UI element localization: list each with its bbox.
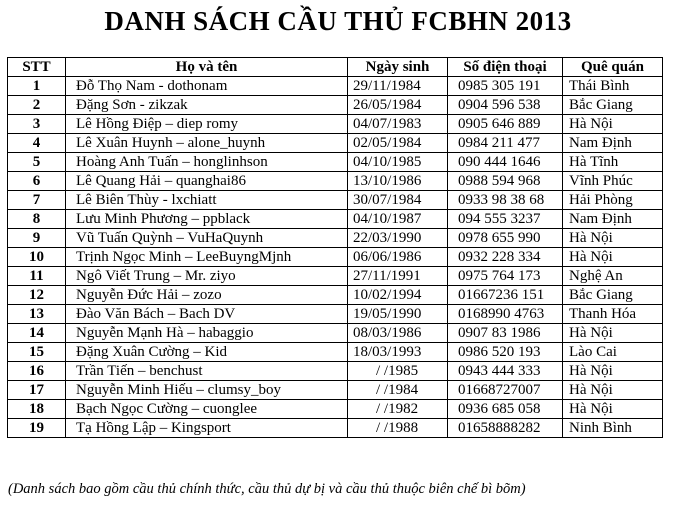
row-hometown: Hà Nội [563,229,663,248]
row-name: Vũ Tuấn Quỳnh – VuHaQuynh [66,229,348,248]
row-phone: 0986 520 193 [448,343,563,362]
row-stt: 1 [8,77,66,96]
row-hometown: Hà Nội [563,324,663,343]
row-phone: 0975 764 173 [448,267,563,286]
row-phone: 01658888282 [448,419,563,438]
page-title: DANH SÁCH CẦU THỦ FCBHN 2013 [104,6,572,36]
row-hometown: Nam Định [563,210,663,229]
header-name: Họ và tên [66,58,348,77]
table-row [8,381,663,400]
row-dob: 26/05/1984 [348,96,448,115]
table-row [8,229,663,248]
row-phone: 0985 305 191 [448,77,563,96]
row-stt: 2 [8,96,66,115]
row-dob: 29/11/1984 [348,77,448,96]
row-stt: 17 [8,381,66,400]
row-stt: 12 [8,286,66,305]
row-dob: 08/03/1986 [348,324,448,343]
row-stt: 16 [8,362,66,381]
table-row [8,267,663,286]
row-name: Đỗ Thọ Nam - dothonam [66,77,348,96]
row-name: Tạ Hồng Lập – Kingsport [66,419,348,438]
row-phone: 0984 211 477 [448,134,563,153]
table-row [8,96,663,115]
row-phone: 01668727007 [448,381,563,400]
row-stt: 8 [8,210,66,229]
row-name: Lê Quang Hải – quanghai86 [66,172,348,191]
row-dob: 22/03/1990 [348,229,448,248]
header-stt: STT [8,58,66,77]
row-hometown: Ninh Bình [563,419,663,438]
table-row [8,419,663,438]
row-phone: 0932 228 334 [448,248,563,267]
table-row [8,115,663,134]
table-row [8,324,663,343]
row-dob: 02/05/1984 [348,134,448,153]
row-phone: 090 444 1646 [448,153,563,172]
row-hometown: Hà Nội [563,400,663,419]
row-name: Nguyễn Minh Hiếu – clumsy_boy [66,381,348,400]
row-name: Đặng Xuân Cường – Kid [66,343,348,362]
row-phone: 0978 655 990 [448,229,563,248]
table-row [8,77,663,96]
row-dob: / /1985 [348,362,448,381]
row-name: Lưu Minh Phương – ppblack [66,210,348,229]
row-dob: 13/10/1986 [348,172,448,191]
row-phone: 0933 98 38 68 [448,191,563,210]
row-name: Lê Xuân Huynh – alone_huynh [66,134,348,153]
row-stt: 15 [8,343,66,362]
row-stt: 4 [8,134,66,153]
row-name: Trần Tiến – benchust [66,362,348,381]
row-phone: 0905 646 889 [448,115,563,134]
row-name: Lê Hồng Điệp – diep romy [66,115,348,134]
row-name: Trịnh Ngọc Minh – LeeBuyngMjnh [66,248,348,267]
row-dob: 04/10/1987 [348,210,448,229]
row-dob: 19/05/1990 [348,305,448,324]
row-hometown: Bắc Giang [563,96,663,115]
row-dob: 18/03/1993 [348,343,448,362]
row-name: Ngô Viết Trung – Mr. ziyo [66,267,348,286]
row-dob: / /1982 [348,400,448,419]
row-hometown: Hải Phòng [563,191,663,210]
table-row [8,191,663,210]
table-row [8,343,663,362]
row-hometown: Hà Nội [563,362,663,381]
row-name: Hoàng Anh Tuấn – honglinhson [66,153,348,172]
row-phone: 0943 444 333 [448,362,563,381]
row-stt: 6 [8,172,66,191]
row-hometown: Hà Tĩnh [563,153,663,172]
table-row [8,362,663,381]
table-row [8,153,663,172]
table-row [8,134,663,153]
row-dob: / /1984 [348,381,448,400]
header-dob: Ngày sinh [348,58,448,77]
row-dob: 04/07/1983 [348,115,448,134]
row-phone: 0936 685 058 [448,400,563,419]
row-hometown: Hà Nội [563,248,663,267]
row-hometown: Vĩnh Phúc [563,172,663,191]
row-hometown: Thanh Hóa [563,305,663,324]
row-dob: 06/06/1986 [348,248,448,267]
row-stt: 13 [8,305,66,324]
row-hometown: Thái Bình [563,77,663,96]
row-stt: 10 [8,248,66,267]
table-row [8,305,663,324]
row-phone: 0904 596 538 [448,96,563,115]
player-table [7,57,663,438]
table-row [8,286,663,305]
row-stt: 11 [8,267,66,286]
row-stt: 5 [8,153,66,172]
row-hometown: Bắc Giang [563,286,663,305]
row-hometown: Nghệ An [563,267,663,286]
row-hometown: Nam Định [563,134,663,153]
row-dob: 27/11/1991 [348,267,448,286]
table-row [8,172,663,191]
row-stt: 14 [8,324,66,343]
table-row [8,248,663,267]
row-stt: 18 [8,400,66,419]
row-name: Bạch Ngọc Cường – cuonglee [66,400,348,419]
row-phone: 0168990 4763 [448,305,563,324]
row-stt: 9 [8,229,66,248]
row-phone: 01667236 151 [448,286,563,305]
row-name: Nguyễn Mạnh Hà – habaggio [66,324,348,343]
header-phone: Số điện thoại [448,58,563,77]
row-hometown: Hà Nội [563,381,663,400]
row-phone: 0988 594 968 [448,172,563,191]
header-hometown: Quê quán [563,58,663,77]
row-name: Lê Biên Thùy - lxchiatt [66,191,348,210]
row-name: Nguyễn Đức Hải – zozo [66,286,348,305]
row-dob: 04/10/1985 [348,153,448,172]
row-phone: 094 555 3237 [448,210,563,229]
table-row [8,210,663,229]
row-stt: 19 [8,419,66,438]
row-dob: 30/07/1984 [348,191,448,210]
row-phone: 0907 83 1986 [448,324,563,343]
row-name: Đặng Sơn - zikzak [66,96,348,115]
row-name: Đào Văn Bách – Bach DV [66,305,348,324]
table-header-row [8,58,663,77]
row-stt: 7 [8,191,66,210]
row-dob: 10/02/1994 [348,286,448,305]
row-stt: 3 [8,115,66,134]
row-dob: / /1988 [348,419,448,438]
row-hometown: Lào Cai [563,343,663,362]
footnote: (Danh sách bao gồm cầu thủ chính thức, cầu thủ dự bị và cầu thủ thuộc biên chế bì bõm) [8,481,526,497]
table-row [8,400,663,419]
row-hometown: Hà Nội [563,115,663,134]
